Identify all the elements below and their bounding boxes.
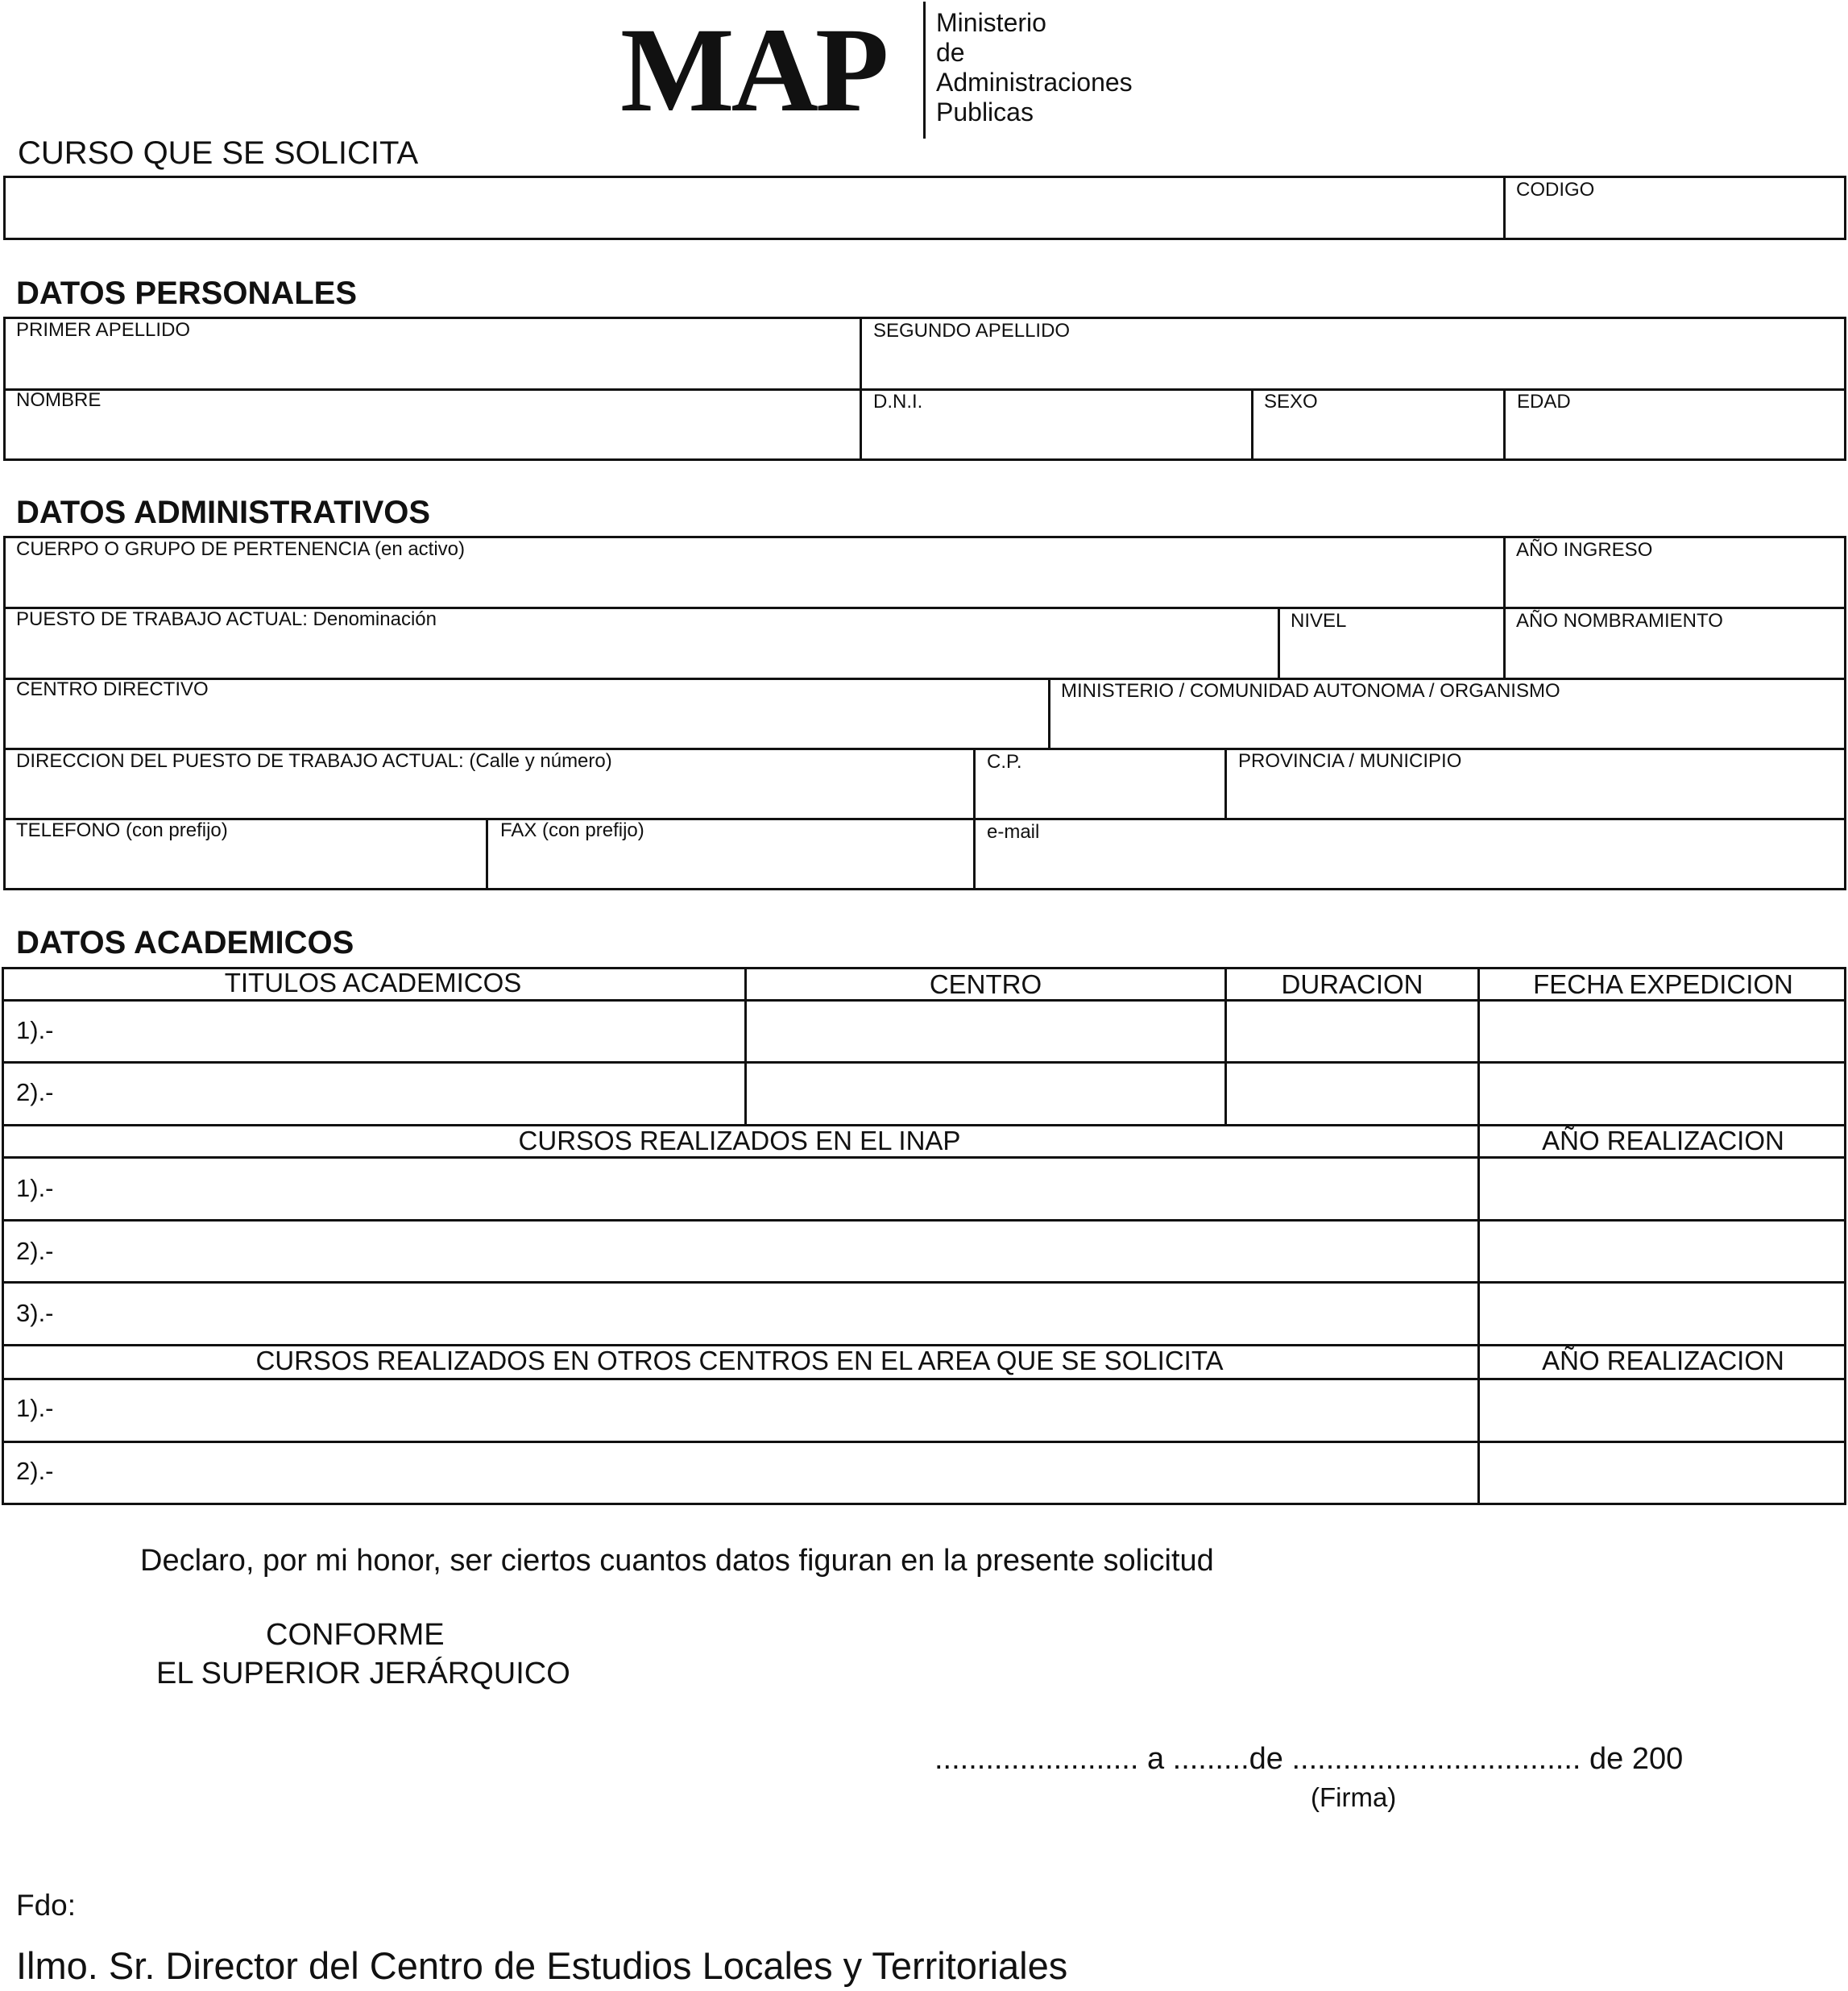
otros-2-field[interactable] <box>56 1444 1477 1503</box>
provincia-label: PROVINCIA / MUNICIPIO <box>1238 750 1462 772</box>
logo-divider <box>923 2 926 139</box>
centro-2-field[interactable] <box>748 1064 1224 1123</box>
titulo-2-field[interactable] <box>56 1064 743 1123</box>
divider <box>2 1219 1846 1222</box>
sexo-label: SEXO <box>1264 391 1318 413</box>
email-label: e-mail <box>987 821 1040 843</box>
nivel-field[interactable] <box>1281 610 1502 677</box>
divider <box>1503 388 1506 461</box>
cuerpo-field[interactable] <box>6 539 1502 606</box>
ministerio-field[interactable] <box>1051 681 1843 747</box>
divider <box>1503 536 1506 607</box>
row-number: 1).- <box>16 1394 54 1422</box>
otros-1-field[interactable] <box>56 1381 1477 1440</box>
col-header-duracion: DURACION <box>1281 969 1423 999</box>
otros-header: CURSOS REALIZADOS EN OTROS CENTROS EN EL AREA QUE SE SOLICITA <box>255 1346 1224 1375</box>
cuerpo-label: CUERPO O GRUPO DE PERTENENCIA (en activo) <box>16 538 466 560</box>
col-header-fecha-expedicion: FECHA EXPEDICION <box>1533 969 1793 999</box>
addressee-text: Ilmo. Sr. Director del Centro de Estudios Locales y Territoriales <box>16 1944 1068 1987</box>
ministry-line: Ministerio <box>936 8 1046 37</box>
dni-label: D.N.I. <box>873 391 923 413</box>
course-field[interactable] <box>6 179 1502 237</box>
ministry-line: Publicas <box>936 97 1034 127</box>
inap-2-field[interactable] <box>56 1222 1477 1280</box>
telefono-field[interactable] <box>6 821 485 887</box>
nombre-field[interactable] <box>6 389 859 458</box>
divider <box>1503 607 1506 678</box>
fax-field[interactable] <box>489 821 972 887</box>
inap-2-year-field[interactable] <box>1481 1222 1845 1280</box>
declaration-text: Declaro, por mi honor, ser ciertos cuantos datos figuran en la presente solicitud <box>140 1544 1214 1578</box>
sexo-field[interactable] <box>1254 392 1502 458</box>
direccion-label: DIRECCION DEL PUESTO DE TRABAJO ACTUAL: (Calle y número) <box>16 750 612 772</box>
divider <box>2 1441 1846 1443</box>
edad-label: EDAD <box>1517 391 1571 413</box>
divider <box>2 1378 1846 1380</box>
divider <box>1278 607 1280 678</box>
otros-2-year-field[interactable] <box>1481 1444 1845 1503</box>
dni-field[interactable] <box>863 392 1250 458</box>
ano-nombramiento-field[interactable] <box>1506 610 1843 677</box>
fecha-1-field[interactable] <box>1481 1002 1845 1060</box>
row-number: 3).- <box>16 1299 54 1327</box>
puesto-label: PUESTO DE TRABAJO ACTUAL: Denominación <box>16 608 437 630</box>
ministerio-label: MINISTERIO / COMUNIDAD AUTONOMA / ORGANISMO <box>1061 680 1560 702</box>
inap-year-header: AÑO REALIZACION <box>1542 1126 1784 1155</box>
divider <box>1251 388 1253 461</box>
ano-nombramiento-label: AÑO NOMBRAMIENTO <box>1516 610 1723 632</box>
nombre-label: NOMBRE <box>16 389 102 411</box>
divider <box>1224 748 1227 818</box>
divider <box>3 818 1846 820</box>
edad-field[interactable] <box>1506 392 1843 458</box>
divider <box>2 1281 1846 1284</box>
divider <box>486 818 488 890</box>
divider <box>1503 176 1506 240</box>
cp-field[interactable] <box>976 751 1224 817</box>
inap-3-field[interactable] <box>56 1284 1477 1343</box>
telefono-label: TELEFONO (con prefijo) <box>16 819 228 841</box>
firma-label: (Firma) <box>1311 1782 1397 1812</box>
fdo-label: Fdo: <box>16 1889 77 1922</box>
divider <box>1048 678 1050 748</box>
puesto-field[interactable] <box>6 610 1277 677</box>
row-number: 2).- <box>16 1457 54 1485</box>
col-header-centro: CENTRO <box>929 969 1042 999</box>
row-number: 1).- <box>16 1016 54 1044</box>
cp-label: C.P. <box>987 751 1022 773</box>
academic-section-title: DATOS ACADEMICOS <box>16 925 354 960</box>
nivel-label: NIVEL <box>1291 610 1347 632</box>
ministry-line: de <box>936 38 965 67</box>
fecha-2-field[interactable] <box>1481 1064 1845 1123</box>
row-number: 2).- <box>16 1078 54 1106</box>
row-number: 1).- <box>16 1174 54 1202</box>
date-line: ........................ a .........de .................................. de 200 <box>934 1742 1684 1776</box>
inap-1-year-field[interactable] <box>1481 1159 1845 1218</box>
divider <box>3 678 1846 680</box>
inap-3-year-field[interactable] <box>1481 1284 1845 1343</box>
row-number: 2).- <box>16 1237 54 1265</box>
segundo-apellido-field[interactable] <box>863 320 1843 388</box>
superior-text: EL SUPERIOR JERÁRQUICO <box>156 1657 570 1690</box>
inap-header: CURSOS REALIZADOS EN EL INAP <box>518 1126 961 1155</box>
inap-1-field[interactable] <box>56 1159 1477 1218</box>
codigo-label: CODIGO <box>1516 179 1595 201</box>
divider <box>2 999 1846 1002</box>
otros-year-header: AÑO REALIZACION <box>1542 1346 1784 1375</box>
centro-directivo-field[interactable] <box>6 678 1047 747</box>
map-logo: MAP <box>620 3 886 137</box>
codigo-field[interactable] <box>1506 179 1843 237</box>
provincia-field[interactable] <box>1228 751 1843 817</box>
primer-apellido-label: PRIMER APELLIDO <box>16 319 191 341</box>
divider <box>2 1061 1846 1064</box>
segundo-apellido-label: SEGUNDO APELLIDO <box>873 320 1071 342</box>
titulo-1-field[interactable] <box>56 1002 743 1060</box>
duracion-2-field[interactable] <box>1228 1064 1477 1123</box>
ministry-line: Administraciones <box>936 68 1133 97</box>
course-title: CURSO QUE SE SOLICITA <box>18 135 419 171</box>
ano-ingreso-label: AÑO INGRESO <box>1516 539 1653 561</box>
email-field[interactable] <box>976 821 1843 887</box>
divider <box>2 1156 1846 1159</box>
divider <box>1477 967 1480 1505</box>
centro-directivo-label: CENTRO DIRECTIVO <box>16 678 209 700</box>
duracion-1-field[interactable] <box>1228 1002 1477 1060</box>
ministry-name <box>936 8 1133 127</box>
ano-ingreso-field[interactable] <box>1506 539 1843 606</box>
conforme-text: CONFORME <box>266 1618 445 1652</box>
otros-1-year-field[interactable] <box>1481 1381 1845 1440</box>
direccion-field[interactable] <box>6 751 972 817</box>
administrative-section-title: DATOS ADMINISTRATIVOS <box>16 495 431 530</box>
primer-apellido-field[interactable] <box>6 320 859 388</box>
centro-1-field[interactable] <box>748 1002 1224 1060</box>
fax-label: FAX (con prefijo) <box>500 819 644 841</box>
col-header-titulos: TITULOS ACADEMICOS <box>224 968 522 998</box>
personal-section-title: DATOS PERSONALES <box>16 276 358 311</box>
divider <box>860 317 862 461</box>
divider <box>973 748 976 890</box>
